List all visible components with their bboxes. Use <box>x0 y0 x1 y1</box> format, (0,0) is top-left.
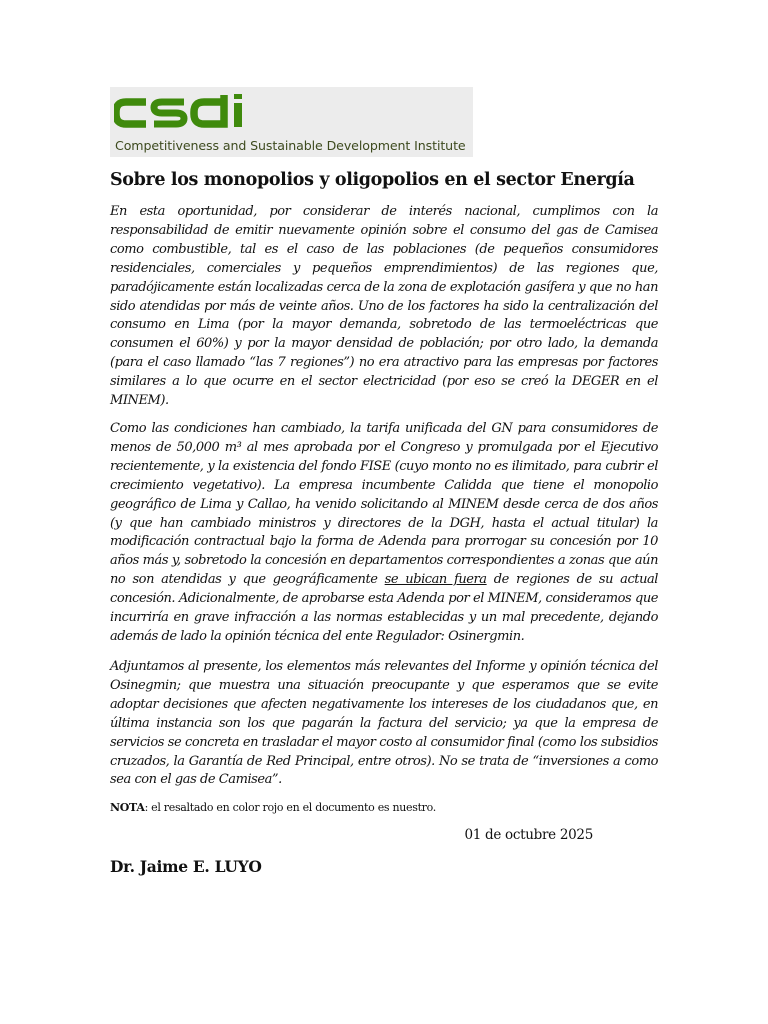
logo-tagline: Competitiveness and Sustainable Development Institute <box>115 138 466 153</box>
note-text: : el resaltado en color rojo en el documento es nuestro. <box>144 801 436 814</box>
csdi-wordmark <box>114 93 264 133</box>
paragraph-2-text-b: de regiones de su actual concesión. Adicionalmente, de aprobarse esta Adenda por el MINEM, consideramos que incurriría en grave infracción a las normas establecidas y un mal precedente, dejando además de lado la opinión técnica del ente Regulador: Osinergmin. <box>110 572 658 644</box>
note <box>110 801 436 814</box>
csdi-logo <box>110 87 473 157</box>
paragraph-1: En esta oportunidad, por considerar de interés nacional, cumplimos con la responsabilidad de emitir nuevamente opinión sobre el consumo del gas de Camisea como combustible, tal es el caso de las poblaciones (de pequeños consumidores residenciales, comerciales y pequeños emprendimientos) de las regiones que, paradójicamente están localizadas cerca de la zona de explotación gasífera y que no han sido atendidas por más de veinte años. Uno de los factores ha sido la centralización del consumo en Lima (por la mayor demanda, sobretodo de las termoeléctricas que consumen el 60%) y por la mayor densidad de población; por otro lado, la demanda (para el caso llamado “las 7 regiones”) no era atractivo para las empresas por factores similares a lo que ocurre en el sector electricidad (por eso se creó la DEGER en el MINEM). <box>110 204 658 409</box>
paragraph-2 <box>110 420 658 647</box>
paragraph-3: Adjuntamos al presente, los elementos más relevantes del Informe y opinión técnica del Osinegmin; que muestra una situación preocupante y que esperamos que se evite adoptar decisiones que afecten negativamente los intereses de los ciudadanos que, en última instancia son los que pagarán la factura del servicio; ya que la empresa de servicios se concreta en trasladar el mayor costo al consumidor final (como los subsidios cruzados, la Garantía de Red Principal, entre otros). No se trata de “inversiones a como sea con el gas de Camisea”. <box>110 659 658 788</box>
paragraph-2-text-a: Como las condiciones han cambiado, la tarifa unificada del GN para consumidores de menos de 50,000 m³ al mes aprobada por el Congreso y promulgada por el Ejecutivo recientemente, y la existencia del fondo FISE (cuyo monto no es ilimitado, para cubrir el crecimiento vegetativo). La empresa incumbente Calidda que tiene el monopolio geográfico de Lima y Callao, ha venido solicitando al MINEM desde cerca de dos años (y que han cambiado ministros y directores de la DGH, hasta el actual titular) la modificación contractual bajo la forma de Adenda para prorrogar su concesión por 10 años más y, sobretodo la concesión en departamentos correspondientes a zonas que aún no son atendidas y que geográficamente <box>110 421 658 588</box>
underlined-phrase: se ubican fuera <box>384 572 487 588</box>
note-label: NOTA <box>110 801 145 814</box>
document-date: 01 de octubre 2025 <box>464 827 593 843</box>
document-title: Sobre los monopolios y oligopolios en el sector Energía <box>110 170 635 190</box>
signature: Dr. Jaime E. LUYO <box>110 857 262 876</box>
